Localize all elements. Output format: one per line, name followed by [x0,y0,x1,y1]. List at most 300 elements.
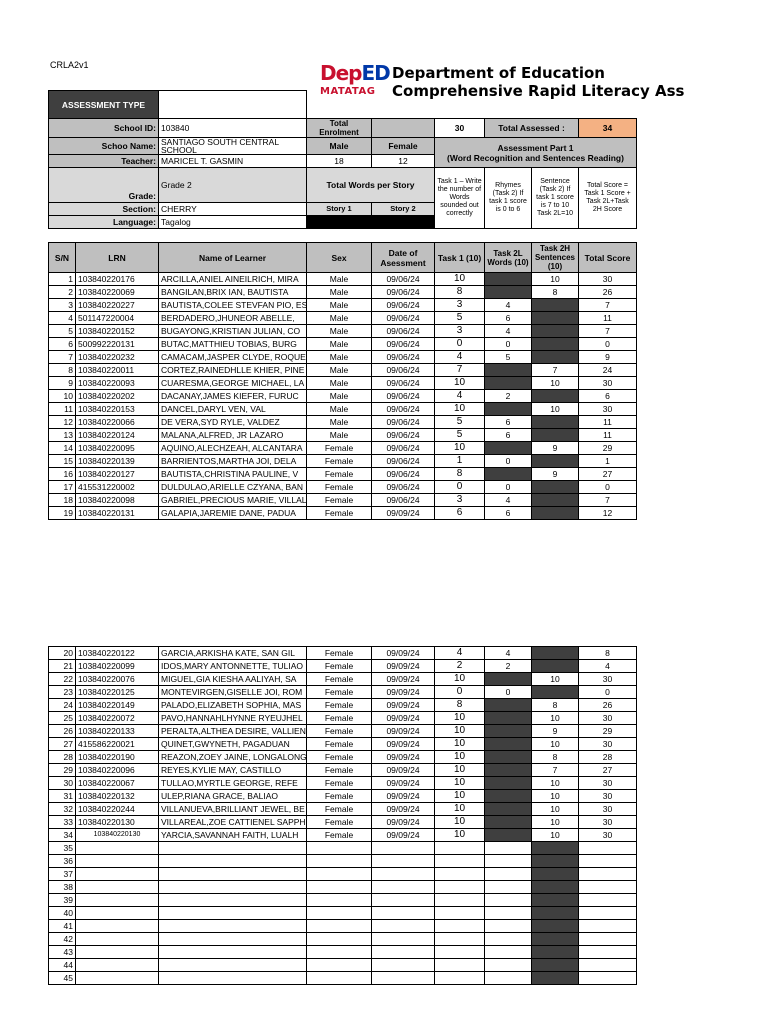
row-task1[interactable]: 10 [435,273,485,286]
row-date[interactable]: 09/09/24 [372,803,435,816]
story2-field[interactable] [372,216,435,229]
row-total[interactable]: 0 [579,338,637,351]
row-total[interactable]: 30 [579,273,637,286]
row-name[interactable]: BAUTISTA,CHRISTINA PAULINE, V [159,468,307,481]
row-task1[interactable] [435,972,485,985]
row-lrn[interactable] [76,842,159,855]
row-task1[interactable] [435,842,485,855]
row-total[interactable]: 0 [579,481,637,494]
row-total[interactable]: 7 [579,325,637,338]
row-total[interactable]: 30 [579,777,637,790]
row-date[interactable] [372,842,435,855]
row-sex[interactable]: Male [307,312,372,325]
row-date[interactable]: 09/06/24 [372,468,435,481]
row-date[interactable]: 09/09/24 [372,829,435,842]
row-task1[interactable]: 3 [435,494,485,507]
row-total[interactable]: 30 [579,816,637,829]
row-task2h[interactable] [532,920,579,933]
row-name[interactable]: MONTEVIRGEN,GISELLE JOI, ROM [159,686,307,699]
row-task1[interactable]: 4 [435,351,485,364]
row-task2l[interactable] [485,829,532,842]
row-task2h[interactable]: 10 [532,712,579,725]
row-lrn[interactable]: 103840220125 [76,686,159,699]
row-date[interactable]: 09/09/24 [372,816,435,829]
row-sex[interactable]: Female [307,647,372,660]
row-date[interactable] [372,972,435,985]
row-name[interactable]: IDOS,MARY ANTONNETTE, TULIAO [159,660,307,673]
row-task2l[interactable] [485,881,532,894]
row-lrn[interactable]: 415586220021 [76,738,159,751]
row-lrn[interactable] [76,933,159,946]
row-date[interactable] [372,868,435,881]
row-task2h[interactable] [532,894,579,907]
row-task2h[interactable] [532,338,579,351]
row-lrn[interactable]: 103840220133 [76,725,159,738]
row-name[interactable]: DE VERA,SYD RYLE, VALDEZ [159,416,307,429]
row-task2h[interactable]: 10 [532,777,579,790]
row-task2h[interactable]: 10 [532,816,579,829]
row-task2l[interactable]: 0 [485,338,532,351]
row-total[interactable]: 0 [579,686,637,699]
row-lrn[interactable]: 103840220095 [76,442,159,455]
row-name[interactable]: MIGUEL,GIA KIESHA AALIYAH, SA [159,673,307,686]
row-task2l[interactable]: 5 [485,351,532,364]
row-lrn[interactable]: 103840220066 [76,416,159,429]
row-lrn[interactable]: 500992220131 [76,338,159,351]
row-total[interactable] [579,920,637,933]
row-task1[interactable]: 8 [435,286,485,299]
row-name[interactable] [159,907,307,920]
row-name[interactable]: BERDADERO,JHUNEOR ABELLE, [159,312,307,325]
row-lrn[interactable]: 103840220149 [76,699,159,712]
row-date[interactable] [372,855,435,868]
row-sex[interactable]: Male [307,390,372,403]
row-total[interactable]: 8 [579,647,637,660]
row-name[interactable]: DANCEL,DARYL VEN, VAL [159,403,307,416]
row-sex[interactable] [307,881,372,894]
row-sex[interactable] [307,959,372,972]
row-date[interactable] [372,881,435,894]
row-lrn[interactable]: 415531220002 [76,481,159,494]
row-lrn[interactable]: 103840220069 [76,286,159,299]
row-lrn[interactable]: 103840220096 [76,764,159,777]
row-date[interactable]: 09/09/24 [372,660,435,673]
row-lrn[interactable]: 103840220093 [76,377,159,390]
row-total[interactable] [579,907,637,920]
row-date[interactable]: 09/06/24 [372,273,435,286]
row-name[interactable]: BUTAC,MATTHIEU TOBIAS, BURG [159,338,307,351]
row-date[interactable] [372,933,435,946]
row-task2h[interactable]: 10 [532,803,579,816]
row-name[interactable] [159,855,307,868]
row-task1[interactable]: 8 [435,699,485,712]
row-name[interactable] [159,842,307,855]
row-name[interactable]: DACANAY,JAMES KIEFER, FURUC [159,390,307,403]
row-sex[interactable]: Male [307,286,372,299]
row-task1[interactable]: 0 [435,481,485,494]
row-task2h[interactable] [532,959,579,972]
row-sex[interactable]: Male [307,364,372,377]
row-sex[interactable]: Female [307,455,372,468]
row-task2l[interactable] [485,403,532,416]
row-lrn[interactable]: 103840220176 [76,273,159,286]
row-name[interactable]: BANGILAN,BRIX IAN, BAUTISTA [159,286,307,299]
row-task2h[interactable]: 10 [532,738,579,751]
row-name[interactable]: AQUINO,ALECHZEAH, ALCANTARA [159,442,307,455]
row-task2h[interactable]: 9 [532,442,579,455]
row-date[interactable]: 09/09/24 [372,712,435,725]
row-task2l[interactable] [485,855,532,868]
school-name-field[interactable]: SANTIAGO SOUTH CENTRAL SCHOOL [159,138,307,155]
row-task1[interactable] [435,881,485,894]
row-date[interactable]: 09/09/24 [372,507,435,520]
row-total[interactable] [579,972,637,985]
row-lrn[interactable] [76,894,159,907]
row-task2l[interactable]: 0 [485,455,532,468]
row-task2h[interactable]: 10 [532,829,579,842]
row-sex[interactable]: Male [307,403,372,416]
row-sex[interactable]: Male [307,377,372,390]
row-lrn[interactable]: 103840220190 [76,751,159,764]
row-task2h[interactable] [532,494,579,507]
row-total[interactable]: 7 [579,494,637,507]
row-task2h[interactable] [532,686,579,699]
row-name[interactable]: BARRIENTOS,MARTHA JOI, DELA [159,455,307,468]
row-date[interactable] [372,920,435,933]
row-lrn[interactable]: 103840220244 [76,803,159,816]
row-task1[interactable]: 10 [435,829,485,842]
row-sex[interactable]: Female [307,816,372,829]
row-lrn[interactable] [76,881,159,894]
row-sex[interactable]: Female [307,481,372,494]
row-date[interactable]: 09/09/24 [372,673,435,686]
row-task2h[interactable] [532,946,579,959]
row-task2l[interactable] [485,959,532,972]
row-task2l[interactable]: 2 [485,390,532,403]
row-name[interactable]: ARCILLA,ANIEL AINEILRICH, MIRA [159,273,307,286]
row-date[interactable]: 09/09/24 [372,790,435,803]
row-task1[interactable] [435,946,485,959]
row-task1[interactable]: 10 [435,712,485,725]
row-task2l[interactable] [485,751,532,764]
row-total[interactable]: 6 [579,390,637,403]
row-name[interactable]: YARCIA,SAVANNAH FAITH, LUALH [159,829,307,842]
row-lrn[interactable]: 103840220227 [76,299,159,312]
row-date[interactable]: 09/09/24 [372,686,435,699]
row-task1[interactable]: 4 [435,390,485,403]
row-sex[interactable]: Female [307,494,372,507]
row-total[interactable]: 30 [579,377,637,390]
row-task1[interactable]: 0 [435,338,485,351]
row-task2h[interactable] [532,481,579,494]
row-total[interactable] [579,946,637,959]
row-name[interactable] [159,972,307,985]
row-total[interactable] [579,842,637,855]
row-name[interactable] [159,868,307,881]
row-total[interactable] [579,933,637,946]
row-task2h[interactable] [532,312,579,325]
row-task2l[interactable] [485,777,532,790]
row-lrn[interactable]: 103840220099 [76,660,159,673]
row-task2l[interactable] [485,920,532,933]
row-lrn[interactable]: 103840220067 [76,777,159,790]
row-date[interactable]: 09/06/24 [372,455,435,468]
row-lrn[interactable]: 103840220130 [76,816,159,829]
row-task1[interactable] [435,894,485,907]
row-task2l[interactable] [485,790,532,803]
row-task1[interactable]: 3 [435,299,485,312]
row-task2h[interactable] [532,507,579,520]
row-name[interactable]: PALADO,ELIZABETH SOPHIA, MAS [159,699,307,712]
row-task1[interactable]: 4 [435,647,485,660]
row-sex[interactable] [307,907,372,920]
row-date[interactable]: 09/06/24 [372,351,435,364]
row-date[interactable]: 09/06/24 [372,416,435,429]
row-task2l[interactable] [485,286,532,299]
row-date[interactable]: 09/06/24 [372,364,435,377]
row-total[interactable] [579,959,637,972]
row-lrn[interactable]: 103840220098 [76,494,159,507]
row-sex[interactable]: Male [307,429,372,442]
row-task2h[interactable] [532,907,579,920]
row-sex[interactable]: Female [307,699,372,712]
row-task2h[interactable] [532,299,579,312]
row-lrn[interactable]: 103840220076 [76,673,159,686]
row-task2l[interactable]: 4 [485,299,532,312]
row-lrn[interactable]: 103840220011 [76,364,159,377]
row-task2h[interactable]: 10 [532,377,579,390]
row-total[interactable]: 30 [579,738,637,751]
row-sex[interactable]: Female [307,725,372,738]
row-date[interactable]: 09/09/24 [372,699,435,712]
row-lrn[interactable] [76,972,159,985]
row-total[interactable]: 11 [579,312,637,325]
row-task1[interactable]: 10 [435,377,485,390]
row-date[interactable]: 09/09/24 [372,647,435,660]
row-lrn[interactable]: 103840220232 [76,351,159,364]
row-task2l[interactable] [485,907,532,920]
row-task2h[interactable]: 10 [532,673,579,686]
row-task2h[interactable] [532,660,579,673]
row-task2l[interactable]: 4 [485,325,532,338]
row-sex[interactable] [307,920,372,933]
row-name[interactable] [159,933,307,946]
row-task2l[interactable] [485,673,532,686]
section-field[interactable]: CHERRY [159,203,307,216]
row-sex[interactable]: Male [307,273,372,286]
row-task2l[interactable] [485,933,532,946]
row-date[interactable]: 09/06/24 [372,390,435,403]
row-task2l[interactable] [485,377,532,390]
row-task2l[interactable] [485,442,532,455]
row-name[interactable]: GALAPIA,JAREMIE DANE, PADUA [159,507,307,520]
row-lrn[interactable]: 103840220153 [76,403,159,416]
row-lrn[interactable] [76,946,159,959]
row-sex[interactable]: Male [307,351,372,364]
row-task1[interactable] [435,907,485,920]
row-date[interactable]: 09/06/24 [372,429,435,442]
row-total[interactable]: 28 [579,751,637,764]
row-total[interactable]: 30 [579,403,637,416]
row-task2h[interactable] [532,855,579,868]
row-date[interactable]: 09/09/24 [372,764,435,777]
row-total[interactable]: 26 [579,699,637,712]
row-name[interactable]: CORTEZ,RAINEDHLLE KHIER, PINE [159,364,307,377]
row-total[interactable]: 30 [579,829,637,842]
row-sex[interactable] [307,933,372,946]
row-task1[interactable]: 1 [435,455,485,468]
row-lrn[interactable] [76,868,159,881]
row-name[interactable] [159,920,307,933]
row-sex[interactable]: Female [307,764,372,777]
row-name[interactable]: CUARESMA,GEORGE MICHAEL, LA [159,377,307,390]
row-task2l[interactable] [485,273,532,286]
language-field[interactable]: Tagalog [159,216,307,229]
row-sex[interactable]: Female [307,673,372,686]
row-task1[interactable] [435,959,485,972]
row-lrn[interactable] [76,920,159,933]
row-task1[interactable]: 8 [435,468,485,481]
row-lrn[interactable]: 103840220130 [76,829,159,842]
row-task1[interactable]: 10 [435,751,485,764]
row-sex[interactable] [307,946,372,959]
row-name[interactable]: QUINET,GWYNETH, PAGADUAN [159,738,307,751]
row-task1[interactable]: 7 [435,364,485,377]
row-task2l[interactable] [485,842,532,855]
row-date[interactable]: 09/09/24 [372,777,435,790]
row-date[interactable]: 09/06/24 [372,338,435,351]
row-name[interactable]: ULEP,RIANA GRACE, BALIAO [159,790,307,803]
row-task2h[interactable] [532,842,579,855]
row-name[interactable]: BAUTISTA,COLEE STEVFAN PIO, ES [159,299,307,312]
row-date[interactable] [372,959,435,972]
assessment-type-field[interactable] [159,91,307,119]
row-total[interactable]: 26 [579,286,637,299]
grade-field[interactable]: Grade 2 [159,168,307,203]
row-sex[interactable] [307,855,372,868]
row-name[interactable]: GABRIEL,PRECIOUS MARIE, VILLAL [159,494,307,507]
row-total[interactable]: 30 [579,790,637,803]
teacher-field[interactable]: MARICEL T. GASMIN [159,155,307,168]
row-name[interactable]: REAZON,ZOEY JAINE, LONGALONG [159,751,307,764]
row-task2l[interactable]: 6 [485,507,532,520]
row-task2l[interactable]: 2 [485,660,532,673]
row-total[interactable]: 30 [579,673,637,686]
row-total[interactable] [579,894,637,907]
row-sex[interactable]: Female [307,803,372,816]
row-sex[interactable]: Female [307,777,372,790]
row-task1[interactable] [435,868,485,881]
row-date[interactable]: 09/09/24 [372,725,435,738]
row-sex[interactable]: Female [307,751,372,764]
row-lrn[interactable]: 103840220131 [76,507,159,520]
row-task1[interactable] [435,933,485,946]
row-name[interactable] [159,959,307,972]
row-sex[interactable]: Female [307,829,372,842]
row-task2l[interactable] [485,738,532,751]
row-task2h[interactable]: 7 [532,764,579,777]
row-task2l[interactable] [485,946,532,959]
row-task1[interactable]: 10 [435,725,485,738]
row-sex[interactable] [307,868,372,881]
row-total[interactable]: 11 [579,429,637,442]
row-total[interactable]: 27 [579,764,637,777]
row-task2l[interactable] [485,725,532,738]
row-task1[interactable]: 10 [435,777,485,790]
row-task2l[interactable] [485,894,532,907]
row-task2h[interactable] [532,351,579,364]
row-sex[interactable] [307,842,372,855]
row-task1[interactable]: 10 [435,803,485,816]
row-task2l[interactable]: 0 [485,686,532,699]
row-task2l[interactable] [485,868,532,881]
row-total[interactable]: 9 [579,351,637,364]
row-sex[interactable]: Female [307,712,372,725]
row-task2h[interactable] [532,647,579,660]
row-task1[interactable]: 3 [435,325,485,338]
row-total[interactable]: 12 [579,507,637,520]
row-task2l[interactable] [485,803,532,816]
row-task2h[interactable] [532,455,579,468]
row-sex[interactable]: Female [307,468,372,481]
row-task2h[interactable]: 10 [532,403,579,416]
row-lrn[interactable] [76,855,159,868]
row-task2h[interactable] [532,868,579,881]
row-task2l[interactable] [485,712,532,725]
row-lrn[interactable]: 103840220152 [76,325,159,338]
row-lrn[interactable]: 103840220124 [76,429,159,442]
row-task1[interactable] [435,920,485,933]
row-task1[interactable]: 6 [435,507,485,520]
row-lrn[interactable]: 103840220132 [76,790,159,803]
row-sex[interactable]: Male [307,338,372,351]
row-task1[interactable]: 10 [435,673,485,686]
row-task2h[interactable]: 10 [532,273,579,286]
row-task1[interactable]: 10 [435,764,485,777]
row-sex[interactable]: Male [307,325,372,338]
row-name[interactable]: GARCIA,ARKISHA KATE, SAN GIL [159,647,307,660]
row-name[interactable]: BUGAYONG,KRISTIAN JULIAN, CO [159,325,307,338]
row-name[interactable] [159,946,307,959]
row-task2l[interactable]: 6 [485,416,532,429]
row-date[interactable]: 09/06/24 [372,494,435,507]
row-lrn[interactable] [76,959,159,972]
row-date[interactable]: 09/09/24 [372,751,435,764]
row-total[interactable] [579,881,637,894]
row-task2l[interactable] [485,972,532,985]
row-task2h[interactable]: 9 [532,468,579,481]
row-name[interactable]: TULLAO,MYRTLE GEORGE, REFE [159,777,307,790]
row-name[interactable] [159,881,307,894]
row-task1[interactable]: 10 [435,790,485,803]
row-task2h[interactable]: 8 [532,699,579,712]
row-task2l[interactable] [485,364,532,377]
row-total[interactable]: 11 [579,416,637,429]
row-name[interactable]: CAMACAM,JASPER CLYDE, ROQUE [159,351,307,364]
row-name[interactable]: MALANA,ALFRED, JR LAZARO [159,429,307,442]
row-task1[interactable]: 5 [435,416,485,429]
row-task1[interactable]: 5 [435,312,485,325]
row-task2h[interactable] [532,881,579,894]
row-date[interactable]: 09/06/24 [372,312,435,325]
row-date[interactable]: 09/06/24 [372,299,435,312]
row-sex[interactable]: Female [307,790,372,803]
row-sex[interactable]: Female [307,738,372,751]
row-total[interactable] [579,855,637,868]
row-task2h[interactable]: 7 [532,364,579,377]
row-task1[interactable]: 10 [435,816,485,829]
row-task2h[interactable]: 9 [532,725,579,738]
